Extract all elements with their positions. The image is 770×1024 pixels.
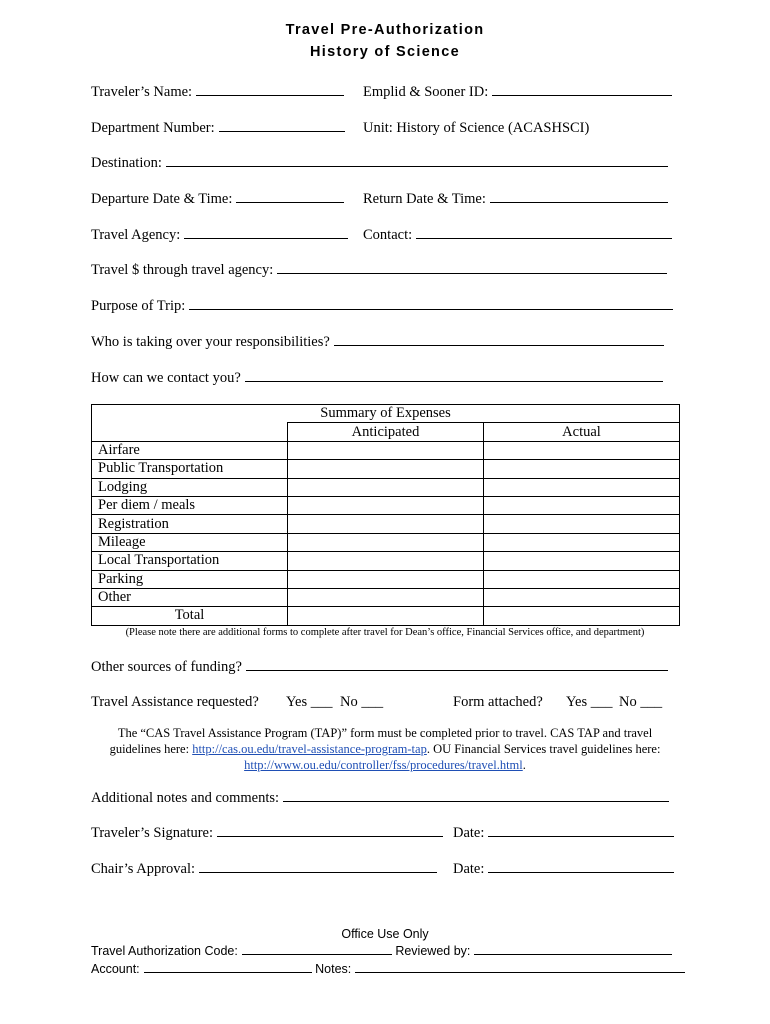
- travel-dollars-row: [91, 262, 667, 279]
- travel-dollars-label: Travel $ through travel agency:: [91, 262, 274, 278]
- expenses-table: [91, 404, 680, 626]
- department-number-field[interactable]: [219, 130, 345, 132]
- purpose-field[interactable]: [189, 308, 673, 310]
- col-actual: Actual: [484, 423, 680, 441]
- form-title: Travel Pre-Authorization: [285, 22, 485, 38]
- responsibilities-label: Who is taking over your responsibilities?: [91, 334, 330, 350]
- emplid-row: [363, 84, 672, 101]
- assistance-label: Travel Assistance requested?: [91, 694, 259, 710]
- expense-label: Lodging: [92, 478, 288, 496]
- actual-cell[interactable]: [484, 588, 680, 606]
- actual-cell[interactable]: [484, 441, 680, 459]
- departure-field[interactable]: [236, 201, 344, 203]
- account-row: [91, 962, 685, 976]
- signature-date-label: Date:: [453, 825, 485, 841]
- fss-travel-link[interactable]: http://www.ou.edu/controller/fss/procedures/travel.html: [244, 758, 523, 772]
- anticipated-cell[interactable]: [288, 588, 484, 606]
- purpose-row: [91, 298, 673, 315]
- expense-label: Local Transportation: [92, 552, 288, 570]
- responsibilities-field[interactable]: [334, 344, 664, 346]
- emplid-label: Emplid & Sooner ID:: [363, 84, 489, 100]
- signature-row: [91, 825, 443, 842]
- anticipated-cell[interactable]: [288, 515, 484, 533]
- departure-label: Departure Date & Time:: [91, 191, 233, 207]
- form-attached-yes[interactable]: Yes ___: [566, 694, 613, 710]
- actual-cell[interactable]: [484, 552, 680, 570]
- travel-agency-field[interactable]: [184, 237, 348, 239]
- chair-field[interactable]: [199, 871, 437, 873]
- unit-label: Unit: History of Science (ACASHSCI): [363, 120, 590, 136]
- chair-row: [91, 861, 437, 878]
- chair-date-field[interactable]: [488, 871, 674, 873]
- destination-row: [91, 155, 668, 172]
- anticipated-cell[interactable]: [288, 460, 484, 478]
- destination-label: Destination:: [91, 155, 162, 171]
- other-funding-field[interactable]: [246, 669, 668, 671]
- expenses-title: Summary of Expenses: [92, 405, 680, 423]
- destination-field[interactable]: [166, 165, 668, 167]
- form-attached-no[interactable]: No ___: [619, 694, 663, 710]
- travel-agency-row: [91, 227, 348, 244]
- signature-field[interactable]: [217, 835, 443, 837]
- contact-you-label: How can we contact you?: [91, 370, 241, 386]
- expense-row: [92, 460, 680, 478]
- account-field[interactable]: [144, 971, 312, 973]
- anticipated-cell[interactable]: [288, 441, 484, 459]
- return-row: [363, 191, 668, 208]
- department-row: [91, 120, 345, 137]
- chair-label: Chair’s Approval:: [91, 861, 196, 877]
- anticipated-cell[interactable]: [288, 496, 484, 514]
- travelers-name-row: [91, 84, 344, 101]
- actual-cell[interactable]: [484, 533, 680, 551]
- tap-text-2: . OU Financial Services travel guidelines here:: [426, 742, 661, 756]
- notes-label: Additional notes and comments:: [91, 790, 280, 806]
- col-anticipated: Anticipated: [288, 423, 484, 441]
- assistance-yes[interactable]: Yes ___: [286, 694, 333, 710]
- tap-text-3: .: [522, 758, 526, 772]
- expense-row: [92, 533, 680, 551]
- department-number-label: Department Number:: [91, 120, 215, 136]
- expense-label: Registration: [92, 515, 288, 533]
- return-field[interactable]: [490, 201, 668, 203]
- office-notes-field[interactable]: [355, 971, 685, 973]
- emplid-field[interactable]: [492, 94, 672, 96]
- expenses-note: (Please note there are additional forms to complete after travel for Dean’s office, Financial Services office, and department): [125, 627, 645, 638]
- other-funding-row: [91, 659, 668, 676]
- anticipated-cell[interactable]: [288, 570, 484, 588]
- anticipated-cell[interactable]: [288, 533, 484, 551]
- expense-row: [92, 496, 680, 514]
- contact-label: Contact:: [363, 227, 413, 243]
- auth-code-label: Travel Authorization Code:: [91, 944, 238, 958]
- actual-cell[interactable]: [484, 460, 680, 478]
- purpose-label: Purpose of Trip:: [91, 298, 186, 314]
- reviewed-label: Reviewed by:: [395, 944, 471, 958]
- form-subtitle: History of Science: [310, 44, 460, 60]
- header-blank-cell: [92, 423, 288, 441]
- expense-row: [92, 570, 680, 588]
- auth-code-field[interactable]: [242, 953, 392, 955]
- office-notes-label: Notes:: [315, 962, 352, 976]
- expense-row: [92, 441, 680, 459]
- return-label: Return Date & Time:: [363, 191, 486, 207]
- expense-label: Other: [92, 588, 288, 606]
- contact-you-row: [91, 370, 663, 387]
- notes-row: [91, 790, 669, 807]
- contact-you-field[interactable]: [245, 380, 663, 382]
- travel-agency-label: Travel Agency:: [91, 227, 181, 243]
- actual-cell[interactable]: [484, 496, 680, 514]
- total-row: [92, 607, 680, 625]
- expense-row: [92, 478, 680, 496]
- actual-cell[interactable]: [484, 570, 680, 588]
- auth-code-row: [91, 944, 672, 958]
- tap-link[interactable]: http://cas.ou.edu/travel-assistance-program-tap: [192, 742, 427, 756]
- chair-date-row: [453, 861, 674, 878]
- contact-field[interactable]: [416, 237, 672, 239]
- travelers-name-field[interactable]: [196, 94, 344, 96]
- signature-label: Traveler’s Signature:: [91, 825, 214, 841]
- actual-total-cell[interactable]: [484, 607, 680, 625]
- tap-text-1: The “CAS Travel Assistance Program (TAP)” form must be completed prior to travel. CAS TAP and travel guidelines here:: [109, 726, 653, 756]
- actual-cell[interactable]: [484, 515, 680, 533]
- actual-cell[interactable]: [484, 478, 680, 496]
- expense-row: [92, 588, 680, 606]
- anticipated-total-cell[interactable]: [288, 607, 484, 625]
- travelers-name-label: Traveler’s Name:: [91, 84, 193, 100]
- account-label: Account:: [91, 962, 140, 976]
- reviewed-field[interactable]: [474, 953, 672, 955]
- office-use-title: Office Use Only: [341, 927, 429, 941]
- expense-row: [92, 515, 680, 533]
- departure-row: [91, 191, 344, 208]
- anticipated-cell[interactable]: [288, 478, 484, 496]
- expense-row: [92, 552, 680, 570]
- expense-label: Parking: [92, 570, 288, 588]
- travel-dollars-field[interactable]: [277, 272, 667, 274]
- contact-row: [363, 227, 672, 244]
- expense-label: Mileage: [92, 533, 288, 551]
- signature-date-row: [453, 825, 674, 842]
- assistance-no[interactable]: No ___: [340, 694, 384, 710]
- chair-date-label: Date:: [453, 861, 485, 877]
- signature-date-field[interactable]: [488, 835, 674, 837]
- anticipated-cell[interactable]: [288, 552, 484, 570]
- expense-label: Per diem / meals: [92, 496, 288, 514]
- total-label: Total: [92, 607, 288, 625]
- expense-label: Airfare: [92, 441, 288, 459]
- other-funding-label: Other sources of funding?: [91, 659, 242, 675]
- responsibilities-row: [91, 334, 664, 351]
- expense-label: Public Transportation: [92, 460, 288, 478]
- form-attached-label: Form attached?: [453, 694, 543, 710]
- notes-field[interactable]: [283, 800, 669, 802]
- tap-paragraph: [100, 725, 670, 773]
